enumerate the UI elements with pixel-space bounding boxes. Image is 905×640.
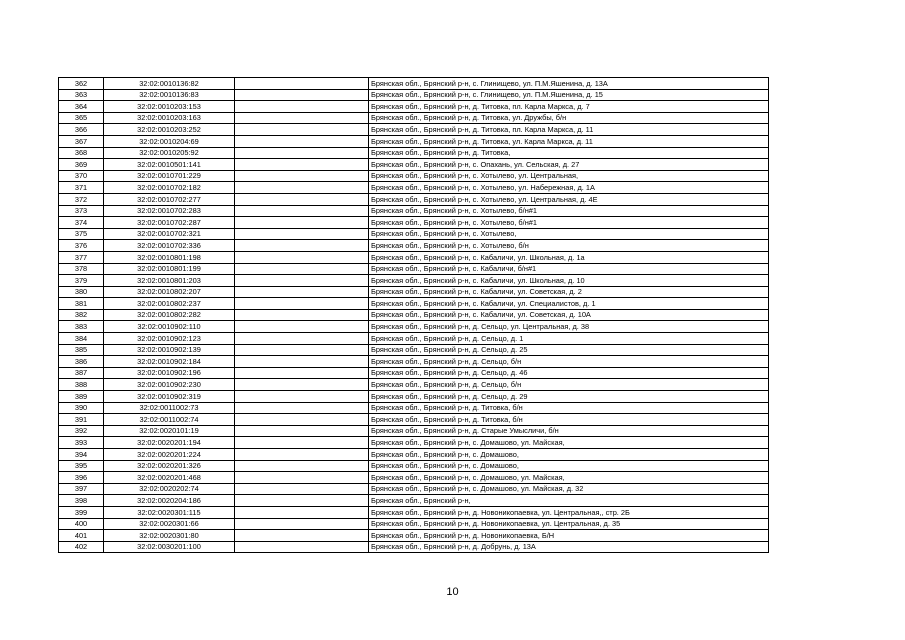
row-number-cell: 402 xyxy=(59,541,104,553)
empty-cell xyxy=(235,159,369,171)
address-cell: Брянская обл., Брянский р-н, с. Кабаличи, ул. Специалистов, д. 1 xyxy=(369,298,769,310)
cadastral-number-cell: 32:02:0010136:82 xyxy=(104,78,235,90)
cadastral-number-cell: 32:02:0010205:92 xyxy=(104,147,235,159)
empty-cell xyxy=(235,240,369,252)
empty-cell xyxy=(235,135,369,147)
address-cell: Брянская обл., Брянский р-н, д. Титовка, пл. Карла Маркса, д. 11 xyxy=(369,124,769,136)
empty-cell xyxy=(235,89,369,101)
table-row xyxy=(59,425,769,437)
cadastral-number-cell: 32:02:0010802:237 xyxy=(104,298,235,310)
cadastral-number-cell: 32:02:0010702:287 xyxy=(104,217,235,229)
row-number-cell: 400 xyxy=(59,518,104,530)
cadastral-number-cell: 32:02:0020201:194 xyxy=(104,437,235,449)
table-row xyxy=(59,182,769,194)
empty-cell xyxy=(235,170,369,182)
address-cell: Брянская обл., Брянский р-н, д. Сельцо, д. 46 xyxy=(369,367,769,379)
empty-cell xyxy=(235,147,369,159)
table-row xyxy=(59,101,769,113)
empty-cell xyxy=(235,263,369,275)
empty-cell xyxy=(235,449,369,461)
cadastral-number-cell: 32:02:0010203:163 xyxy=(104,112,235,124)
cadastral-number-cell: 32:02:0010801:199 xyxy=(104,263,235,275)
table-row xyxy=(59,170,769,182)
row-number-cell: 386 xyxy=(59,356,104,368)
cadastral-number-cell: 32:02:0010801:203 xyxy=(104,275,235,287)
address-cell: Брянская обл., Брянский р-н, д. Титовка, ул. Дружбы, б/н xyxy=(369,112,769,124)
page-number: 10 xyxy=(446,586,459,598)
address-cell: Брянская обл., Брянский р-н, д. Новоникопаевка, Б/Н xyxy=(369,530,769,542)
cadastral-number-cell: 32:02:0020301:115 xyxy=(104,506,235,518)
cadastral-number-cell: 32:02:0010902:110 xyxy=(104,321,235,333)
address-cell: Брянская обл., Брянский р-н, д. Титовка, б/н xyxy=(369,414,769,426)
empty-cell xyxy=(235,112,369,124)
row-number-cell: 391 xyxy=(59,414,104,426)
cadastral-number-cell: 32:02:0010203:153 xyxy=(104,101,235,113)
cadastral-number-cell: 32:02:0010203:252 xyxy=(104,124,235,136)
table-row xyxy=(59,321,769,333)
address-cell: Брянская обл., Брянский р-н, с. Хотылево, б/н#1 xyxy=(369,205,769,217)
cadastral-number-cell: 32:02:0010702:321 xyxy=(104,228,235,240)
empty-cell xyxy=(235,530,369,542)
table-row xyxy=(59,541,769,553)
address-cell: Брянская обл., Брянский р-н, с. Хотылево, xyxy=(369,228,769,240)
empty-cell xyxy=(235,402,369,414)
address-cell: Брянская обл., Брянский р-н, xyxy=(369,495,769,507)
records-table xyxy=(58,77,769,553)
address-cell: Брянская обл., Брянский р-н, д. Сельцо, ул. Центральная, д. 38 xyxy=(369,321,769,333)
row-number-cell: 364 xyxy=(59,101,104,113)
empty-cell xyxy=(235,275,369,287)
empty-cell xyxy=(235,78,369,90)
address-cell: Брянская обл., Брянский р-н, с. Хотылево, б/н#1 xyxy=(369,217,769,229)
table-row xyxy=(59,217,769,229)
cadastral-number-cell: 32:02:0010902:123 xyxy=(104,333,235,345)
cadastral-number-cell: 32:02:0020101:19 xyxy=(104,425,235,437)
table-row xyxy=(59,205,769,217)
empty-cell xyxy=(235,495,369,507)
row-number-cell: 363 xyxy=(59,89,104,101)
empty-cell xyxy=(235,379,369,391)
table-row xyxy=(59,379,769,391)
table-row xyxy=(59,391,769,403)
cadastral-number-cell: 32:02:0010702:336 xyxy=(104,240,235,252)
empty-cell xyxy=(235,472,369,484)
table-row xyxy=(59,483,769,495)
table-row xyxy=(59,263,769,275)
table-row xyxy=(59,147,769,159)
row-number-cell: 399 xyxy=(59,506,104,518)
row-number-cell: 395 xyxy=(59,460,104,472)
cadastral-number-cell: 32:02:0010702:277 xyxy=(104,193,235,205)
row-number-cell: 375 xyxy=(59,228,104,240)
empty-cell xyxy=(235,414,369,426)
address-cell: Брянская обл., Брянский р-н, с. Домашово, xyxy=(369,460,769,472)
empty-cell xyxy=(235,124,369,136)
address-cell: Брянская обл., Брянский р-н, с. Домашово, ул. Майская, xyxy=(369,472,769,484)
table-row xyxy=(59,333,769,345)
table-row xyxy=(59,367,769,379)
row-number-cell: 372 xyxy=(59,193,104,205)
empty-cell xyxy=(235,182,369,194)
row-number-cell: 369 xyxy=(59,159,104,171)
table-row xyxy=(59,518,769,530)
empty-cell xyxy=(235,425,369,437)
row-number-cell: 382 xyxy=(59,309,104,321)
address-cell: Брянская обл., Брянский р-н, д. Сельцо, д. 29 xyxy=(369,391,769,403)
empty-cell xyxy=(235,518,369,530)
row-number-cell: 373 xyxy=(59,205,104,217)
address-cell: Брянская обл., Брянский р-н, с. Глинищево, ул. П.М.Яшенина, д. 15 xyxy=(369,89,769,101)
cadastral-number-cell: 32:02:0010802:207 xyxy=(104,286,235,298)
cadastral-number-cell: 32:02:0011002:73 xyxy=(104,402,235,414)
empty-cell xyxy=(235,483,369,495)
empty-cell xyxy=(235,321,369,333)
records-table-body xyxy=(59,78,769,553)
table-row xyxy=(59,530,769,542)
cadastral-number-cell: 32:02:0020301:80 xyxy=(104,530,235,542)
empty-cell xyxy=(235,251,369,263)
row-number-cell: 392 xyxy=(59,425,104,437)
row-number-cell: 396 xyxy=(59,472,104,484)
cadastral-number-cell: 32:02:0020201:468 xyxy=(104,472,235,484)
address-cell: Брянская обл., Брянский р-н, с. Домашово, ул. Майская, xyxy=(369,437,769,449)
row-number-cell: 379 xyxy=(59,275,104,287)
cadastral-number-cell: 32:02:0020204:186 xyxy=(104,495,235,507)
row-number-cell: 389 xyxy=(59,391,104,403)
table-row xyxy=(59,193,769,205)
table-row xyxy=(59,78,769,90)
address-cell: Брянская обл., Брянский р-н, д. Сельцо, б/н xyxy=(369,356,769,368)
address-cell: Брянская обл., Брянский р-н, с. Хотылево, ул. Центральная, xyxy=(369,170,769,182)
empty-cell xyxy=(235,228,369,240)
address-cell: Брянская обл., Брянский р-н, с. Хотылево, ул. Центральная, д. 4Е xyxy=(369,193,769,205)
row-number-cell: 397 xyxy=(59,483,104,495)
table-row xyxy=(59,286,769,298)
table-row xyxy=(59,437,769,449)
empty-cell xyxy=(235,460,369,472)
cadastral-number-cell: 32:02:0011002:74 xyxy=(104,414,235,426)
row-number-cell: 378 xyxy=(59,263,104,275)
table-row xyxy=(59,275,769,287)
table-row xyxy=(59,356,769,368)
cadastral-number-cell: 32:02:0010902:319 xyxy=(104,391,235,403)
table-row xyxy=(59,159,769,171)
empty-cell xyxy=(235,298,369,310)
row-number-cell: 367 xyxy=(59,135,104,147)
empty-cell xyxy=(235,391,369,403)
empty-cell xyxy=(235,205,369,217)
address-cell: Брянская обл., Брянский р-н, д. Титовка, пл. Карла Маркса, д. 7 xyxy=(369,101,769,113)
empty-cell xyxy=(235,506,369,518)
empty-cell xyxy=(235,356,369,368)
table-row xyxy=(59,495,769,507)
row-number-cell: 370 xyxy=(59,170,104,182)
row-number-cell: 387 xyxy=(59,367,104,379)
address-cell: Брянская обл., Брянский р-н, с. Кабаличи, ул. Советская, д. 2 xyxy=(369,286,769,298)
row-number-cell: 381 xyxy=(59,298,104,310)
row-number-cell: 365 xyxy=(59,112,104,124)
address-cell: Брянская обл., Брянский р-н, д. Сельцо, д. 25 xyxy=(369,344,769,356)
address-cell: Брянская обл., Брянский р-н, с. Хотылево, ул. Набережная, д. 1А xyxy=(369,182,769,194)
address-cell: Брянская обл., Брянский р-н, д. Сельцо, б/н xyxy=(369,379,769,391)
cadastral-number-cell: 32:02:0010136:83 xyxy=(104,89,235,101)
cadastral-number-cell: 32:02:0010701:229 xyxy=(104,170,235,182)
address-cell: Брянская обл., Брянский р-н, с. Домашово, xyxy=(369,449,769,461)
table-row xyxy=(59,240,769,252)
row-number-cell: 401 xyxy=(59,530,104,542)
address-cell: Брянская обл., Брянский р-н, с. Кабаличи, ул. Советская, д. 10А xyxy=(369,309,769,321)
address-cell: Брянская обл., Брянский р-н, д. Новоникопаевка, ул. Центральная, д. 35 xyxy=(369,518,769,530)
cadastral-number-cell: 32:02:0010902:184 xyxy=(104,356,235,368)
row-number-cell: 368 xyxy=(59,147,104,159)
empty-cell xyxy=(235,193,369,205)
address-cell: Брянская обл., Брянский р-н, д. Титовка, б/н xyxy=(369,402,769,414)
empty-cell xyxy=(235,344,369,356)
address-cell: Брянская обл., Брянский р-н, с. Хотылево, б/н xyxy=(369,240,769,252)
address-cell: Брянская обл., Брянский р-н, с. Кабаличи, ул. Школьная, д. 10 xyxy=(369,275,769,287)
cadastral-number-cell: 32:02:0010702:182 xyxy=(104,182,235,194)
row-number-cell: 362 xyxy=(59,78,104,90)
address-cell: Брянская обл., Брянский р-н, с. Кабаличи, б/н#1 xyxy=(369,263,769,275)
table-row xyxy=(59,402,769,414)
row-number-cell: 376 xyxy=(59,240,104,252)
address-cell: Брянская обл., Брянский р-н, д. Титовка, ул. Карла Маркса, д. 11 xyxy=(369,135,769,147)
empty-cell xyxy=(235,286,369,298)
cadastral-number-cell: 32:02:0010801:198 xyxy=(104,251,235,263)
cadastral-number-cell: 32:02:0030201:100 xyxy=(104,541,235,553)
row-number-cell: 380 xyxy=(59,286,104,298)
row-number-cell: 366 xyxy=(59,124,104,136)
address-cell: Брянская обл., Брянский р-н, с. Опахань, ул. Сельская, д. 27 xyxy=(369,159,769,171)
cadastral-number-cell: 32:02:0010902:196 xyxy=(104,367,235,379)
table-row xyxy=(59,251,769,263)
address-cell: Брянская обл., Брянский р-н, д. Добрунь, д. 13А xyxy=(369,541,769,553)
table-row xyxy=(59,344,769,356)
cadastral-number-cell: 32:02:0010802:282 xyxy=(104,309,235,321)
table-row xyxy=(59,414,769,426)
empty-cell xyxy=(235,333,369,345)
cadastral-number-cell: 32:02:0010204:69 xyxy=(104,135,235,147)
cadastral-number-cell: 32:02:0020201:224 xyxy=(104,449,235,461)
table-row xyxy=(59,298,769,310)
row-number-cell: 393 xyxy=(59,437,104,449)
table-row xyxy=(59,460,769,472)
table-row xyxy=(59,89,769,101)
cadastral-number-cell: 32:02:0020201:326 xyxy=(104,460,235,472)
table-row xyxy=(59,506,769,518)
table-row xyxy=(59,309,769,321)
empty-cell xyxy=(235,437,369,449)
address-cell: Брянская обл., Брянский р-н, д. Старые Умысличи, б/н xyxy=(369,425,769,437)
table-row xyxy=(59,472,769,484)
table-row xyxy=(59,112,769,124)
address-cell: Брянская обл., Брянский р-н, с. Глинищево, ул. П.М.Яшенина, д. 13А xyxy=(369,78,769,90)
cadastral-number-cell: 32:02:0010902:139 xyxy=(104,344,235,356)
cadastral-number-cell: 32:02:0010501:141 xyxy=(104,159,235,171)
cadastral-number-cell: 32:02:0020301:66 xyxy=(104,518,235,530)
row-number-cell: 371 xyxy=(59,182,104,194)
empty-cell xyxy=(235,367,369,379)
row-number-cell: 390 xyxy=(59,402,104,414)
address-cell: Брянская обл., Брянский р-н, с. Кабаличи, ул. Школьная, д. 1а xyxy=(369,251,769,263)
address-cell: Брянская обл., Брянский р-н, д. Новоникопаевка, ул. Центральная,, стр. 2Б xyxy=(369,506,769,518)
row-number-cell: 394 xyxy=(59,449,104,461)
row-number-cell: 384 xyxy=(59,333,104,345)
empty-cell xyxy=(235,101,369,113)
address-cell: Брянская обл., Брянский р-н, д. Титовка, xyxy=(369,147,769,159)
table-row xyxy=(59,449,769,461)
table-row xyxy=(59,228,769,240)
table-row xyxy=(59,135,769,147)
address-cell: Брянская обл., Брянский р-н, с. Домашово, ул. Майская, д. 32 xyxy=(369,483,769,495)
empty-cell xyxy=(235,541,369,553)
cadastral-number-cell: 32:02:0010702:283 xyxy=(104,205,235,217)
cadastral-number-cell: 32:02:0020202:74 xyxy=(104,483,235,495)
row-number-cell: 374 xyxy=(59,217,104,229)
address-cell: Брянская обл., Брянский р-н, д. Сельцо, д. 1 xyxy=(369,333,769,345)
empty-cell xyxy=(235,217,369,229)
row-number-cell: 385 xyxy=(59,344,104,356)
row-number-cell: 398 xyxy=(59,495,104,507)
row-number-cell: 388 xyxy=(59,379,104,391)
row-number-cell: 383 xyxy=(59,321,104,333)
cadastral-number-cell: 32:02:0010902:230 xyxy=(104,379,235,391)
table-row xyxy=(59,124,769,136)
empty-cell xyxy=(235,309,369,321)
row-number-cell: 377 xyxy=(59,251,104,263)
